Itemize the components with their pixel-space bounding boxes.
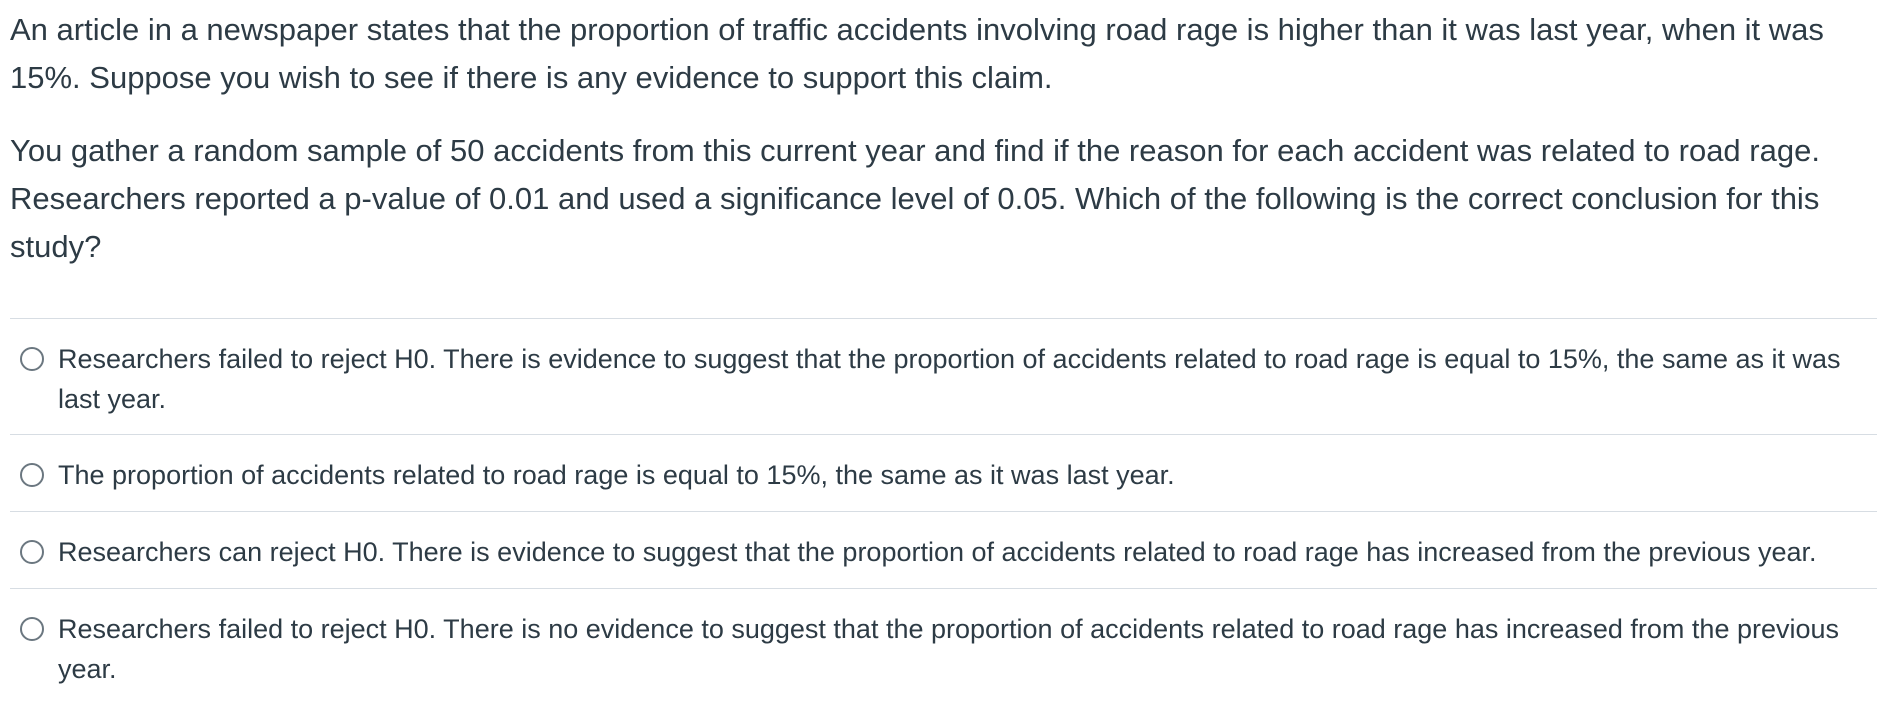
prompt-paragraph-1: An article in a newspaper states that the proportion of traffic accidents involving road rage is higher than it was last year, when it was 15%. Suppose you wish to see if there is any evidence to support this claim. bbox=[10, 12, 1824, 95]
radio-button-icon[interactable] bbox=[20, 463, 44, 487]
radio-button-icon[interactable] bbox=[20, 347, 44, 371]
question-prompt bbox=[10, 0, 1888, 271]
answer-option-label: Researchers failed to reject H0. There is no evidence to suggest that the proportion of accidents related to road rage has increased from the previous year. bbox=[58, 614, 1840, 684]
radio-button-icon[interactable] bbox=[20, 617, 44, 641]
prompt-paragraph-2: You gather a random sample of 50 accidents from this current year and find if the reason for each accident was related to road rage. Researchers reported a p-value of 0.01 and used a significance level of 0.05. Which of the following is the correct conclusion for this study? bbox=[10, 133, 1820, 264]
answer-list bbox=[10, 318, 1877, 705]
answer-option-label: Researchers can reject H0. There is evidence to suggest that the proportion of accidents related to road rage has increased from the previous year. bbox=[58, 537, 1817, 567]
answer-option-4[interactable] bbox=[10, 589, 1877, 705]
answer-option-3[interactable] bbox=[10, 512, 1877, 589]
answer-option-label: Researchers failed to reject H0. There is evidence to suggest that the proportion of accidents related to road rage is equal to 15%, the same as it was last year. bbox=[58, 344, 1841, 414]
answer-option-1[interactable] bbox=[10, 319, 1877, 435]
radio-button-icon[interactable] bbox=[20, 540, 44, 564]
answer-option-2[interactable] bbox=[10, 435, 1877, 512]
answer-option-label: The proportion of accidents related to road rage is equal to 15%, the same as it was last year. bbox=[58, 460, 1175, 490]
